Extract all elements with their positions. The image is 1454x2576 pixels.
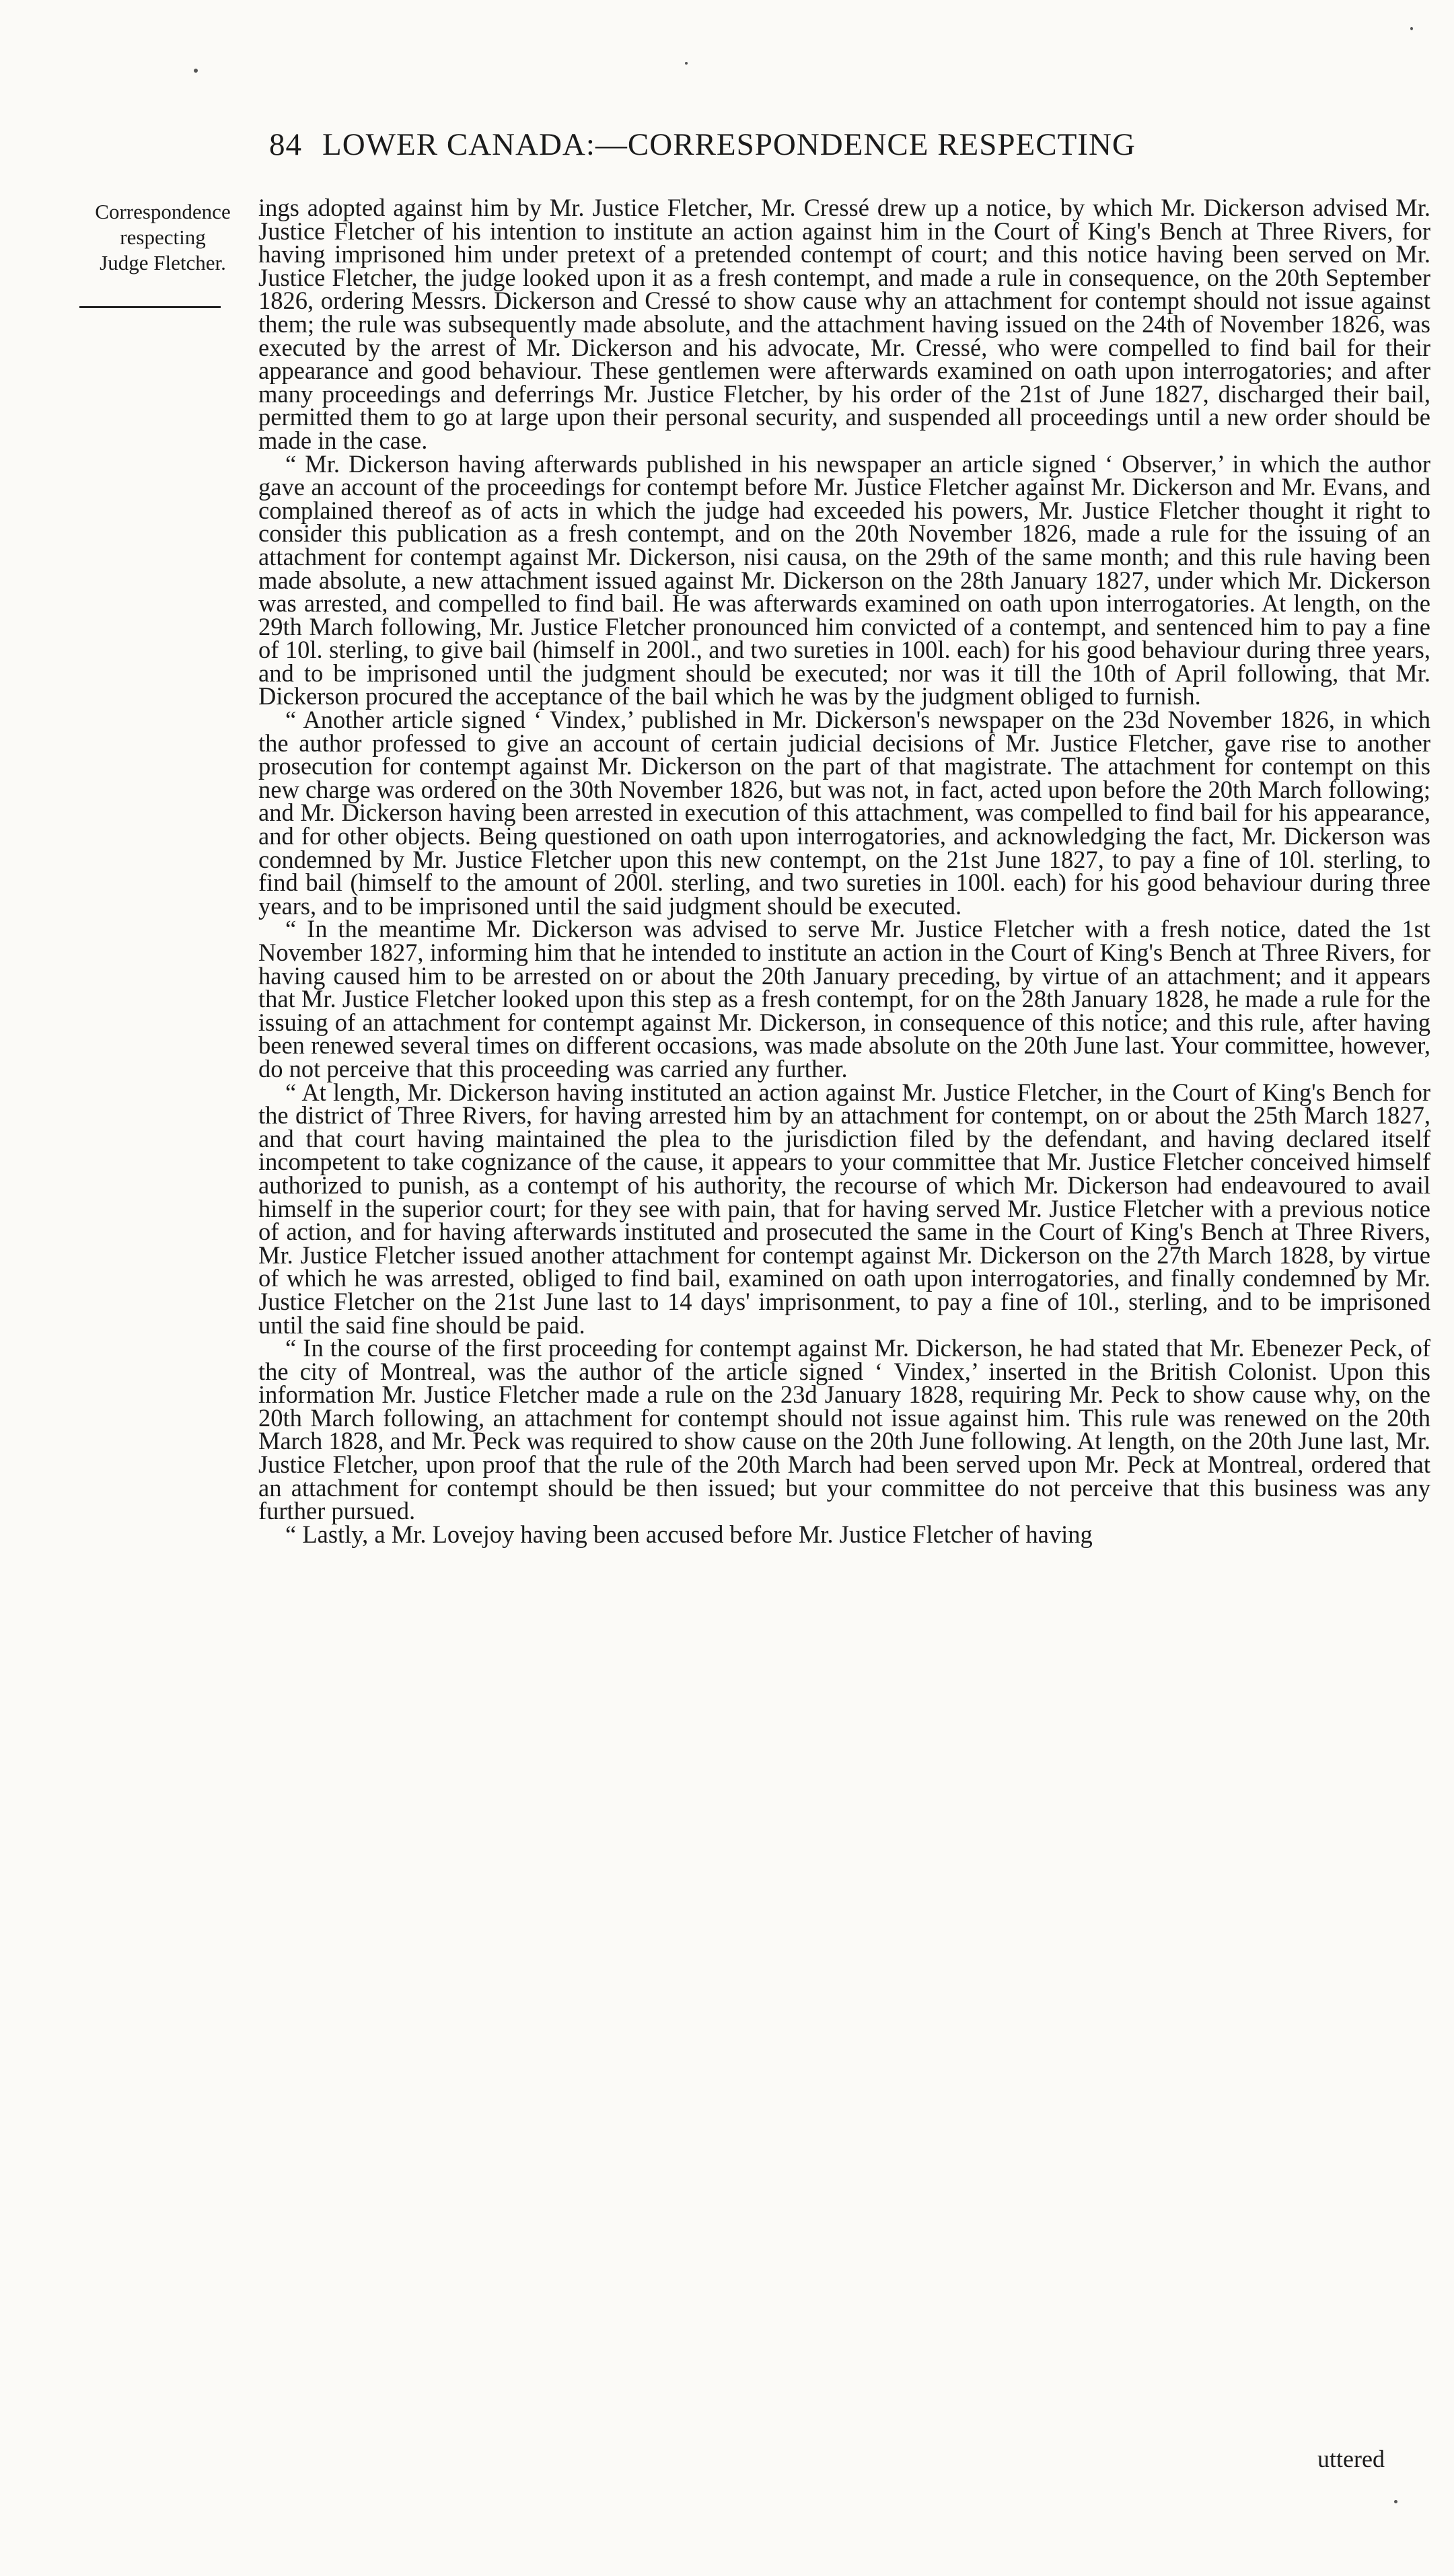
margin-rule — [79, 306, 221, 308]
margin-note — [62, 199, 264, 276]
paragraph-2: “ Mr. Dickerson having afterwards published in his newspaper an article signed ‘ Observer,’ in which the author gave an account of the proceedings for contempt before Mr. Justice Fletcher against Mr. Dickerson and Mr. Evans, and complained thereof as of acts in which the judge had exceeded his powers, Mr. Justice Fletcher thought it right to consider this publication as a fresh contempt, and on the 20th November 1826, made a rule for the issuing of an attachment for contempt against Mr. Dickerson, nisi causa, on the 29th of the same month; and this rule having been made absolute, a new attachment issued against Mr. Dickerson on the 28th January 1827, under which Mr. Dickerson was arrested, and compelled to find bail. He was afterwards examined on oath upon interrogatories. At length, on the 29th March following, Mr. Justice Fletcher pronounced him convicted of a contempt, and sentenced him to pay a fine of 10l. sterling, to give bail (himself in 200l., and two sureties in 100l. each) for his good behaviour during three years, and to be imprisoned until the judgment should be executed; nor was it till the 10th of April following, that Mr. Dickerson procured the acceptance of the bail which he was by the judgment obliged to furnish. — [258, 449, 1430, 710]
dust-speck — [1410, 27, 1413, 30]
page-number: 84 — [269, 127, 302, 162]
body-text — [258, 196, 1430, 1546]
paragraph-6: “ In the course of the first proceeding for contempt against Mr. Dickerson, he had stated that Mr. Ebenezer Peck, of the city of Montreal, was the author of the article signed ‘ Vindex,’ inserted in the British Colonist. Upon this information Mr. Justice Fletcher made a rule on the 23d January 1828, requiring Mr. Peck to show cause why, on the 20th March following, an attachment for contempt should not issue against him. This rule was renewed on the 20th March 1828, and Mr. Peck was required to show cause on the 20th June following. At length, on the 20th June last, Mr. Justice Fletcher, upon proof that the rule of the 20th March had been served upon Mr. Peck at Montreal, ordered that an attachment for contempt should be then issued; but your committee do not perceive that this business was any further pursued. — [258, 1334, 1430, 1525]
dust-speck — [194, 69, 198, 73]
paragraph-1: ings adopted against him by Mr. Justice Fletcher, Mr. Cressé drew up a notice, by which Mr. Dickerson advised Mr. Justice Fletcher of his intention to institute an action against him in the Court of King's Bench at Three Rivers, for having imprisoned him under pretext of a pretended contempt of court; and this notice having been served on Mr. Justice Fletcher, the judge looked upon it as a fresh contempt, and made a rule in consequence, on the 20th September 1826, ordering Messrs. Dickerson and Cressé to show cause why an attachment for contempt should not issue against them; the rule was subsequently made absolute, and the attachment having issued on the 24th of November 1826, was executed by the arrest of Mr. Dickerson and his advocate, Mr. Cressé, who were compelled to find bail for their appearance and good behaviour. These gentlemen were afterwards examined on oath upon interrogatories; and after many proceedings and deferrings Mr. Justice Fletcher, by his order of the 21st of June 1827, discharged their bail, permitted them to go at large upon their personal security, and suspended all proceedings until a new order should be made in the case. — [258, 194, 1430, 454]
running-title: LOWER CANADA:—CORRESPONDENCE RESPECTING — [322, 127, 1136, 162]
dust-speck — [1394, 2500, 1397, 2503]
margin-note-line-1: Correspondence — [95, 200, 231, 223]
catch-word: uttered — [1317, 2445, 1385, 2472]
page-header — [269, 126, 1305, 163]
dust-speck — [685, 62, 688, 65]
paragraph-3: “ Another article signed ‘ Vindex,’ published in Mr. Dickerson's newspaper on the 23d November 1826, in which the author professed to give an account of certain judicial decisions of Mr. Justice Fletcher, gave rise to another prosecution for contempt against Mr. Dickerson on the part of that magistrate. The attachment for contempt on this new charge was ordered on the 30th November 1826, but was not, in fact, acted upon before the 20th March following; and Mr. Dickerson having been arrested in execution of this attachment, was compelled to find bail for his appearance, and for other objects. Being questioned on oath upon interrogatories, and acknowledging the fact, Mr. Dickerson was condemned by Mr. Justice Fletcher upon this new contempt, on the 21st June 1827, to pay a fine of 10l. sterling, to find bail (himself to the amount of 200l. sterling, and two sureties in 100l. each) for his good behaviour during three years, and to be imprisoned until the said judgment should be executed. — [258, 706, 1430, 920]
paragraph-4: “ In the meantime Mr. Dickerson was advised to serve Mr. Justice Fletcher with a fresh notice, dated the 1st November 1827, informing him that he intended to institute an action in the Court of King's Bench at Three Rivers, for having caused him to be arrested on or about the 20th January preceding, by virtue of an attachment; and it appears that Mr. Justice Fletcher looked upon this step as a fresh contempt, for on the 28th January 1828, he made a rule for the issuing of an attachment for contempt against Mr. Dickerson, in consequence of this notice; and this rule, after having been renewed several times on different occasions, was made absolute on the 20th June last. Your committee, however, do not perceive that this proceeding was carried any further. — [258, 915, 1430, 1082]
paragraph-7: “ Lastly, a Mr. Lovejoy having been accused before Mr. Justice Fletcher of having — [285, 1520, 1093, 1548]
margin-note-line-3: Judge Fletcher. — [100, 251, 226, 274]
paragraph-5: “ At length, Mr. Dickerson having instituted an action against Mr. Justice Fletcher, in the Court of King's Bench for the district of Three Rivers, for having arrested him by an attachment for contempt, on or about the 25th March 1827, and that court having maintained the plea to the jurisdiction filed by the defendant, and having declared itself incompetent to take cognizance of the cause, it appears to your committee that Mr. Justice Fletcher conceived himself authorized to punish, as a contempt of his authority, the recourse of which Mr. Dickerson had endeavoured to avail himself in the superior court; for they see with pain, that for having served Mr. Justice Fletcher with a previous notice of action, and for having afterwards instituted and prosecuted the same in the Court of King's Bench at Three Rivers, Mr. Justice Fletcher issued another attachment for contempt against Mr. Dickerson on the 27th March 1828, by virtue of which he was arrested, obliged to find bail, examined on oath upon interrogatories, and finally condemned by Mr. Justice Fletcher on the 21st June last to 14 days' imprisonment, to pay a fine of 10l., sterling, and to be imprisoned until the said fine should be paid. — [258, 1078, 1430, 1339]
margin-note-line-2: respecting — [120, 225, 206, 249]
